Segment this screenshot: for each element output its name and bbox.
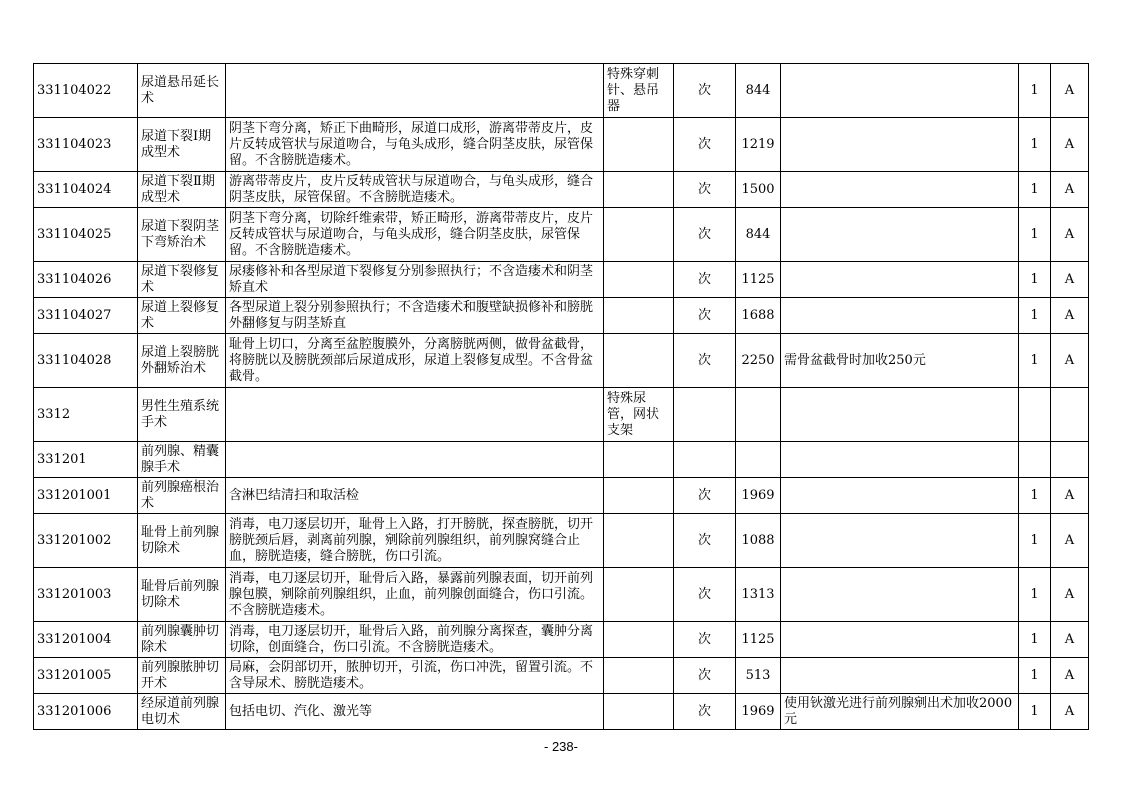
content-cell: 阴茎下弯分离，切除纤维索带，矫正畸形，游离带蒂皮片，皮片反转成管状与尿道吻合，与龟头成形，缝合阴茎皮肤，尿管保留。不含膀胱造瘘术。	[226, 208, 604, 262]
unit-cell: 次	[674, 568, 736, 622]
unit-cell: 次	[674, 334, 736, 388]
note-cell	[781, 478, 1019, 514]
note-cell	[781, 442, 1019, 478]
grade-cell: 1	[1019, 694, 1051, 730]
price-cell: 1219	[736, 118, 781, 172]
code-cell: 331201	[34, 442, 138, 478]
price-cell: 844	[736, 208, 781, 262]
code-cell: 331104023	[34, 118, 138, 172]
class-cell: A	[1051, 172, 1089, 208]
grade-cell: 1	[1019, 478, 1051, 514]
excluded-cell	[604, 514, 674, 568]
table-row	[34, 262, 1089, 298]
excluded-cell	[604, 262, 674, 298]
code-cell: 331104026	[34, 262, 138, 298]
excluded-cell	[604, 334, 674, 388]
content-cell	[226, 442, 604, 478]
excluded-cell: 特殊穿刺针、悬吊器	[604, 64, 674, 118]
excluded-cell	[604, 208, 674, 262]
class-cell: A	[1051, 334, 1089, 388]
note-cell	[781, 568, 1019, 622]
name-cell: 前列腺脓肿切开术	[138, 658, 226, 694]
excluded-cell	[604, 568, 674, 622]
name-cell: 前列腺、精囊腺手术	[138, 442, 226, 478]
price-cell: 1125	[736, 262, 781, 298]
table-row	[34, 334, 1089, 388]
unit-cell: 次	[674, 514, 736, 568]
class-cell: A	[1051, 64, 1089, 118]
class-cell: A	[1051, 514, 1089, 568]
name-cell: 前列腺癌根治术	[138, 478, 226, 514]
fee-table	[33, 63, 1089, 730]
code-cell: 331201001	[34, 478, 138, 514]
grade-cell	[1019, 388, 1051, 442]
code-cell: 331104027	[34, 298, 138, 334]
code-cell: 331201002	[34, 514, 138, 568]
content-cell: 消毒，电刀逐层切开，耻骨后入路，前列腺分离探查，囊肿分离切除，创面缝合，伤口引流。不含膀胱造瘘术。	[226, 622, 604, 658]
unit-cell: 次	[674, 64, 736, 118]
excluded-cell	[604, 118, 674, 172]
price-cell: 1969	[736, 694, 781, 730]
name-cell: 耻骨上前列腺切除术	[138, 514, 226, 568]
class-cell: A	[1051, 694, 1089, 730]
note-cell: 需骨盆截骨时加收250元	[781, 334, 1019, 388]
name-cell: 尿道上裂膀胱外翻矫治术	[138, 334, 226, 388]
class-cell: A	[1051, 298, 1089, 334]
table-row	[34, 622, 1089, 658]
content-cell: 包括电切、汽化、激光等	[226, 694, 604, 730]
code-cell: 331201006	[34, 694, 138, 730]
table-row	[34, 388, 1089, 442]
price-cell: 1969	[736, 478, 781, 514]
price-cell: 844	[736, 64, 781, 118]
unit-cell: 次	[674, 658, 736, 694]
grade-cell: 1	[1019, 658, 1051, 694]
class-cell	[1051, 442, 1089, 478]
table-row	[34, 172, 1089, 208]
note-cell	[781, 208, 1019, 262]
price-cell: 1313	[736, 568, 781, 622]
code-cell: 3312	[34, 388, 138, 442]
name-cell: 尿道下裂修复术	[138, 262, 226, 298]
excluded-cell	[604, 622, 674, 658]
note-cell: 使用钬激光进行前列腺剜出术加收2000元	[781, 694, 1019, 730]
code-cell: 331104024	[34, 172, 138, 208]
price-cell	[736, 388, 781, 442]
class-cell: A	[1051, 118, 1089, 172]
price-cell: 1500	[736, 172, 781, 208]
grade-cell: 1	[1019, 64, 1051, 118]
content-cell	[226, 64, 604, 118]
table-row	[34, 514, 1089, 568]
table-row	[34, 442, 1089, 478]
page-number: - 238-	[544, 739, 578, 754]
note-cell	[781, 298, 1019, 334]
table-row	[34, 568, 1089, 622]
table-row	[34, 478, 1089, 514]
excluded-cell	[604, 298, 674, 334]
excluded-cell: 特殊尿管，网状支架	[604, 388, 674, 442]
content-cell: 各型尿道上裂分别参照执行；不含造瘘术和腹壁缺损修补和膀胱外翻修复与阴茎矫直	[226, 298, 604, 334]
code-cell: 331201004	[34, 622, 138, 658]
content-cell: 耻骨上切口，分离至盆腔腹膜外，分离膀胱两侧，做骨盆截骨，将膀胱以及膀胱颈部后尿道成形，尿道上裂修复成型。不含骨盆截骨。	[226, 334, 604, 388]
note-cell	[781, 262, 1019, 298]
note-cell	[781, 118, 1019, 172]
content-cell	[226, 388, 604, 442]
name-cell: 尿道下裂阴茎下弯矫治术	[138, 208, 226, 262]
unit-cell: 次	[674, 262, 736, 298]
content-cell: 阴茎下弯分离，矫正下曲畸形，尿道口成形，游离带蒂皮片，皮片反转成管状与尿道吻合，与龟头成形，缝合阴茎皮肤，尿管保留。不含膀胱造瘘术。	[226, 118, 604, 172]
name-cell: 尿道悬吊延长术	[138, 64, 226, 118]
unit-cell: 次	[674, 622, 736, 658]
unit-cell: 次	[674, 118, 736, 172]
code-cell: 331201005	[34, 658, 138, 694]
table-row	[34, 694, 1089, 730]
unit-cell	[674, 442, 736, 478]
code-cell: 331104025	[34, 208, 138, 262]
grade-cell: 1	[1019, 262, 1051, 298]
class-cell: A	[1051, 208, 1089, 262]
table-row	[34, 118, 1089, 172]
content-cell: 局麻，会阴部切开，脓肿切开，引流，伤口冲洗，留置引流。不含导尿术、膀胱造瘘术。	[226, 658, 604, 694]
grade-cell: 1	[1019, 208, 1051, 262]
content-cell: 含淋巴结清扫和取活检	[226, 478, 604, 514]
class-cell: A	[1051, 622, 1089, 658]
unit-cell: 次	[674, 208, 736, 262]
grade-cell	[1019, 442, 1051, 478]
name-cell: 经尿道前列腺电切术	[138, 694, 226, 730]
code-cell: 331104022	[34, 64, 138, 118]
grade-cell: 1	[1019, 334, 1051, 388]
price-cell: 1088	[736, 514, 781, 568]
grade-cell: 1	[1019, 172, 1051, 208]
name-cell: 男性生殖系统手术	[138, 388, 226, 442]
price-cell: 1688	[736, 298, 781, 334]
unit-cell: 次	[674, 298, 736, 334]
code-cell: 331201003	[34, 568, 138, 622]
price-cell: 513	[736, 658, 781, 694]
class-cell	[1051, 388, 1089, 442]
class-cell: A	[1051, 658, 1089, 694]
price-cell: 2250	[736, 334, 781, 388]
class-cell: A	[1051, 262, 1089, 298]
note-cell	[781, 622, 1019, 658]
excluded-cell	[604, 478, 674, 514]
grade-cell: 1	[1019, 622, 1051, 658]
note-cell	[781, 514, 1019, 568]
name-cell: 尿道下裂Ⅱ期成型术	[138, 172, 226, 208]
excluded-cell	[604, 442, 674, 478]
content-cell: 游离带蒂皮片，皮片反转成管状与尿道吻合，与龟头成形，缝合阴茎皮肤，尿管保留。不含膀胱造瘘术。	[226, 172, 604, 208]
note-cell	[781, 658, 1019, 694]
excluded-cell	[604, 172, 674, 208]
price-cell	[736, 442, 781, 478]
code-cell: 331104028	[34, 334, 138, 388]
price-cell: 1125	[736, 622, 781, 658]
grade-cell: 1	[1019, 568, 1051, 622]
name-cell: 尿道上裂修复术	[138, 298, 226, 334]
fee-table-body	[34, 64, 1089, 730]
unit-cell: 次	[674, 172, 736, 208]
grade-cell: 1	[1019, 118, 1051, 172]
name-cell: 前列腺囊肿切除术	[138, 622, 226, 658]
class-cell: A	[1051, 478, 1089, 514]
unit-cell: 次	[674, 478, 736, 514]
unit-cell	[674, 388, 736, 442]
excluded-cell	[604, 694, 674, 730]
note-cell	[781, 172, 1019, 208]
table-row	[34, 298, 1089, 334]
note-cell	[781, 388, 1019, 442]
name-cell: 耻骨后前列腺切除术	[138, 568, 226, 622]
unit-cell: 次	[674, 694, 736, 730]
content-cell: 尿瘘修补和各型尿道下裂修复分别参照执行；不含造瘘术和阴茎矫直术	[226, 262, 604, 298]
note-cell	[781, 64, 1019, 118]
grade-cell: 1	[1019, 298, 1051, 334]
grade-cell: 1	[1019, 514, 1051, 568]
name-cell: 尿道下裂Ⅰ期成型术	[138, 118, 226, 172]
class-cell: A	[1051, 568, 1089, 622]
table-row	[34, 64, 1089, 118]
table-row	[34, 208, 1089, 262]
content-cell: 消毒，电刀逐层切开，耻骨后入路，暴露前列腺表面，切开前列腺包膜，剜除前列腺组织，止血，前列腺创面缝合，伤口引流。不含膀胱造瘘术。	[226, 568, 604, 622]
content-cell: 消毒，电刀逐层切开，耻骨上入路，打开膀胱，探查膀胱，切开膀胱颈后唇，剥离前列腺，剜除前列腺组织，前列腺窝缝合止血，膀胱造瘘，缝合膀胱，伤口引流。	[226, 514, 604, 568]
table-row	[34, 658, 1089, 694]
excluded-cell	[604, 658, 674, 694]
